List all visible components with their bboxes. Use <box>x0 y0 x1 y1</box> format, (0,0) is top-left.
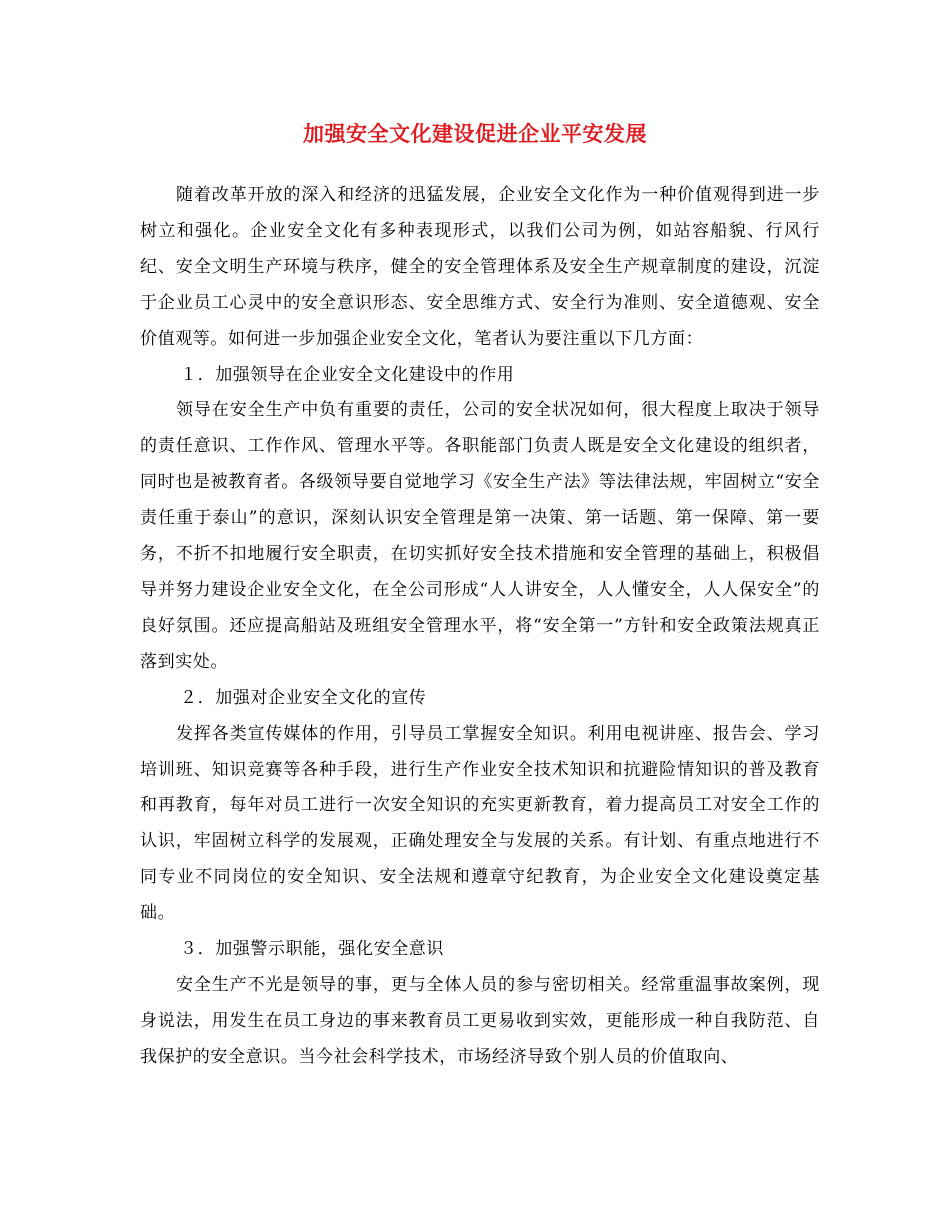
document-title: 加强安全文化建设促进企业平安发展 <box>303 121 647 146</box>
intro-paragraph: 随着改革开放的深入和经济的迅猛发展，企业安全文化作为一种价值观得到进一步树立和强化。企业安全文化有多种表现形式，以我们公司为例，如站容船貌、行风行纪、安全文明生产环境与秩序，健全的安全管理体系及安全生产规章制度的建设，沉淀于企业员工心灵中的安全意识形态、安全思维方式、安全行为准则、安全道德观、安全价值观等。如何进一步加强企业安全文化，笔者认为要注重以下几方面： <box>140 185 820 349</box>
section-heading-1: １．加强领导在企业安全文化建设中的作用 <box>180 364 515 385</box>
section-paragraph-2: 发挥各类宣传媒体的作用，引导员工掌握安全知识。利用电视讲座、报告会、学习培训班、知识竞赛等各种手段，进行生产作业安全技术知识和抗避险情知识的普及教育和再教育，每年对员工进行一次安全知识的充实更新教育，着力提高员工对安全工作的认识，牢固树立科学的发展观，正确处理安全与发展的关系。有计划、有重点地进行不同专业不同岗位的安全知识、安全法规和遵章守纪教育，为企业安全文化建设奠定基础。 <box>140 723 820 924</box>
section-paragraph-1: 领导在安全生产中负有重要的责任，公司的安全状况如何，很大程度上取决于领导的责任意识、工作作风、管理水平等。各职能部门负责人既是安全文化建设的组织者，同时也是被教育者。各级领导要自觉地学习《安全生产法》等法律法规，牢固树立“安全责任重于泰山”的意识，深刻认识安全管理是第一决策、第一话题、第一保障、第一要务，不折不扣地履行安全职责，在切实抓好安全技术措施和安全管理的基础上，积极倡导并努力建设企业安全文化，在全公司形成“人人讲安全，人人懂安全，人人保安全”的良好氛围。还应提高船站及班组安全管理水平，将“安全第一”方针和安全政策法规真正落到实处。 <box>140 400 820 672</box>
section-heading-3: ３．加强警示职能，强化安全意识 <box>180 939 444 960</box>
section-heading-2: ２．加强对企业安全文化的宣传 <box>180 687 427 708</box>
section-paragraph-3: 安全生产不光是领导的事，更与全体人员的参与密切相关。经常重温事故案例，现身说法，用发生在员工身边的事来教育员工更易收到实效，更能形成一种自我防范、自我保护的安全意识。当今社会科学技术，市场经济导致个别人员的价值取向、 <box>140 974 820 1067</box>
document-body <box>140 178 820 1076</box>
